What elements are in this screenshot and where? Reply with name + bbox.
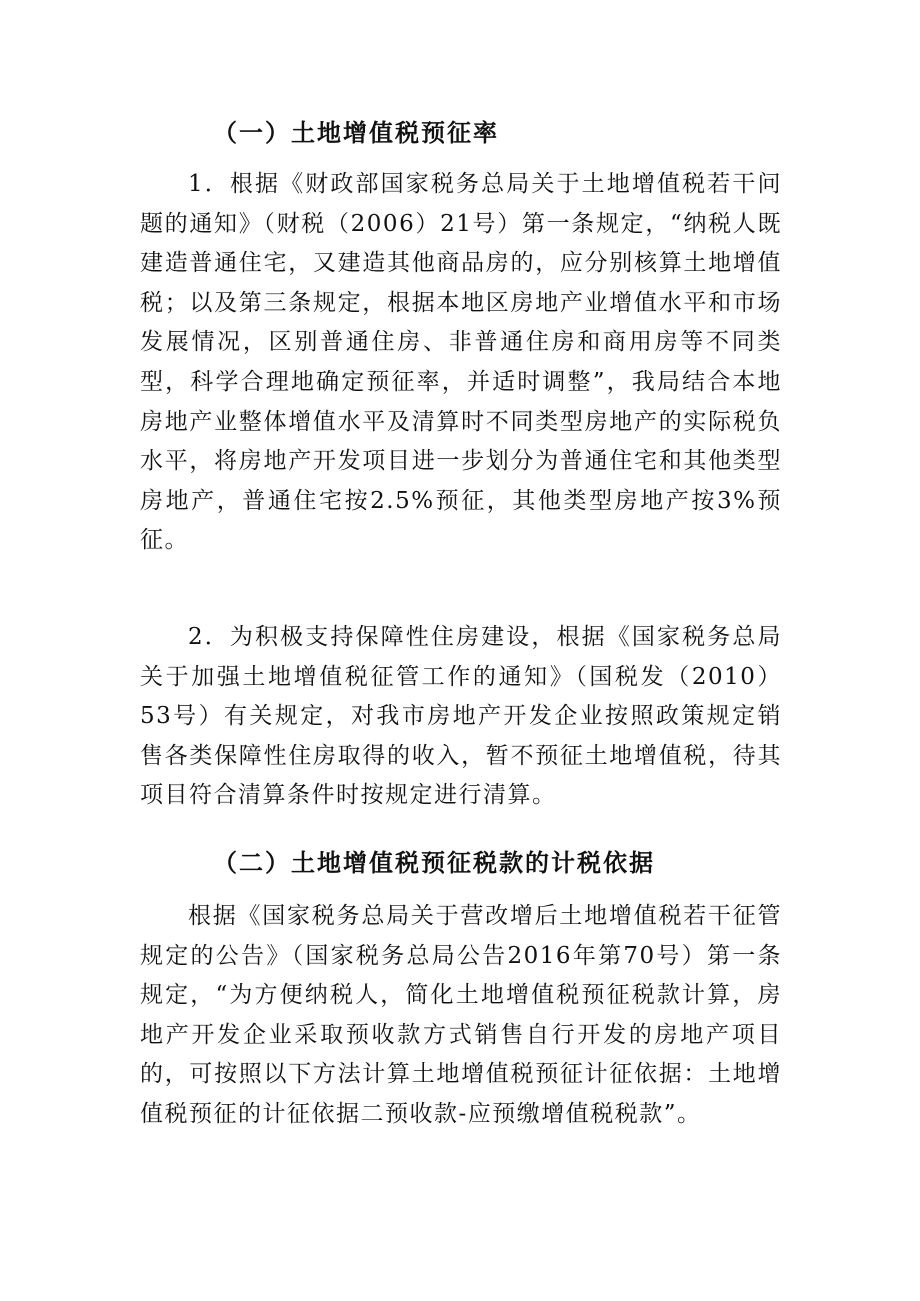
section-heading-1: （一）土地增值税预征率 (213, 118, 499, 147)
section-heading-2: （二）土地增值税预征税款的计税依据 (213, 848, 655, 877)
paragraph-1: 1．根据《财政部国家税务总局关于土地增值税若干问题的通知》（财税（2006）21号）第一条规定，“纳税人既建造普通住宅，又建造其他商品房的，应分别核算土地增值税；以及第三条规定，根据本地区房地产业增值水平和市场发展情况，区别普通住房、非普通住房和商用房等不同类型，科学合理地确定预征率，并适时调整”，我局结合本地房地产业整体增值水平及清算时不同类型房地产的实际税负水平，将房地产开发项目进一步划分为普通住宅和其他类型房地产，普通住宅按2.5%预征，其他类型房地产按3%预征。 (140, 171, 782, 554)
paragraph-3: 根据《国家税务总局关于营改增后土地增值税若干征管规定的公告》（国家税务总局公告2016年第70号）第一条规定，“为方便纳税人，简化土地增值税预征税款计算，房地产开发企业采取预收款方式销售自行开发的房地产项目的，可按照以下方法计算土地增值税预征计征依据：土地增值税预征的计征依据二预收款-应预缴增值税税款”。 (140, 903, 782, 1127)
paragraph-2: 2．为积极支持保障性住房建设，根据《国家税务总局关于加强土地增值税征管工作的通知》（国税发（2010）53号）有关规定，对我市房地产开发企业按照政策规定销售各类保障性住房取得的收入，暂不预征土地增值税，待其项目符合清算条件时按规定进行清算。 (140, 624, 782, 809)
